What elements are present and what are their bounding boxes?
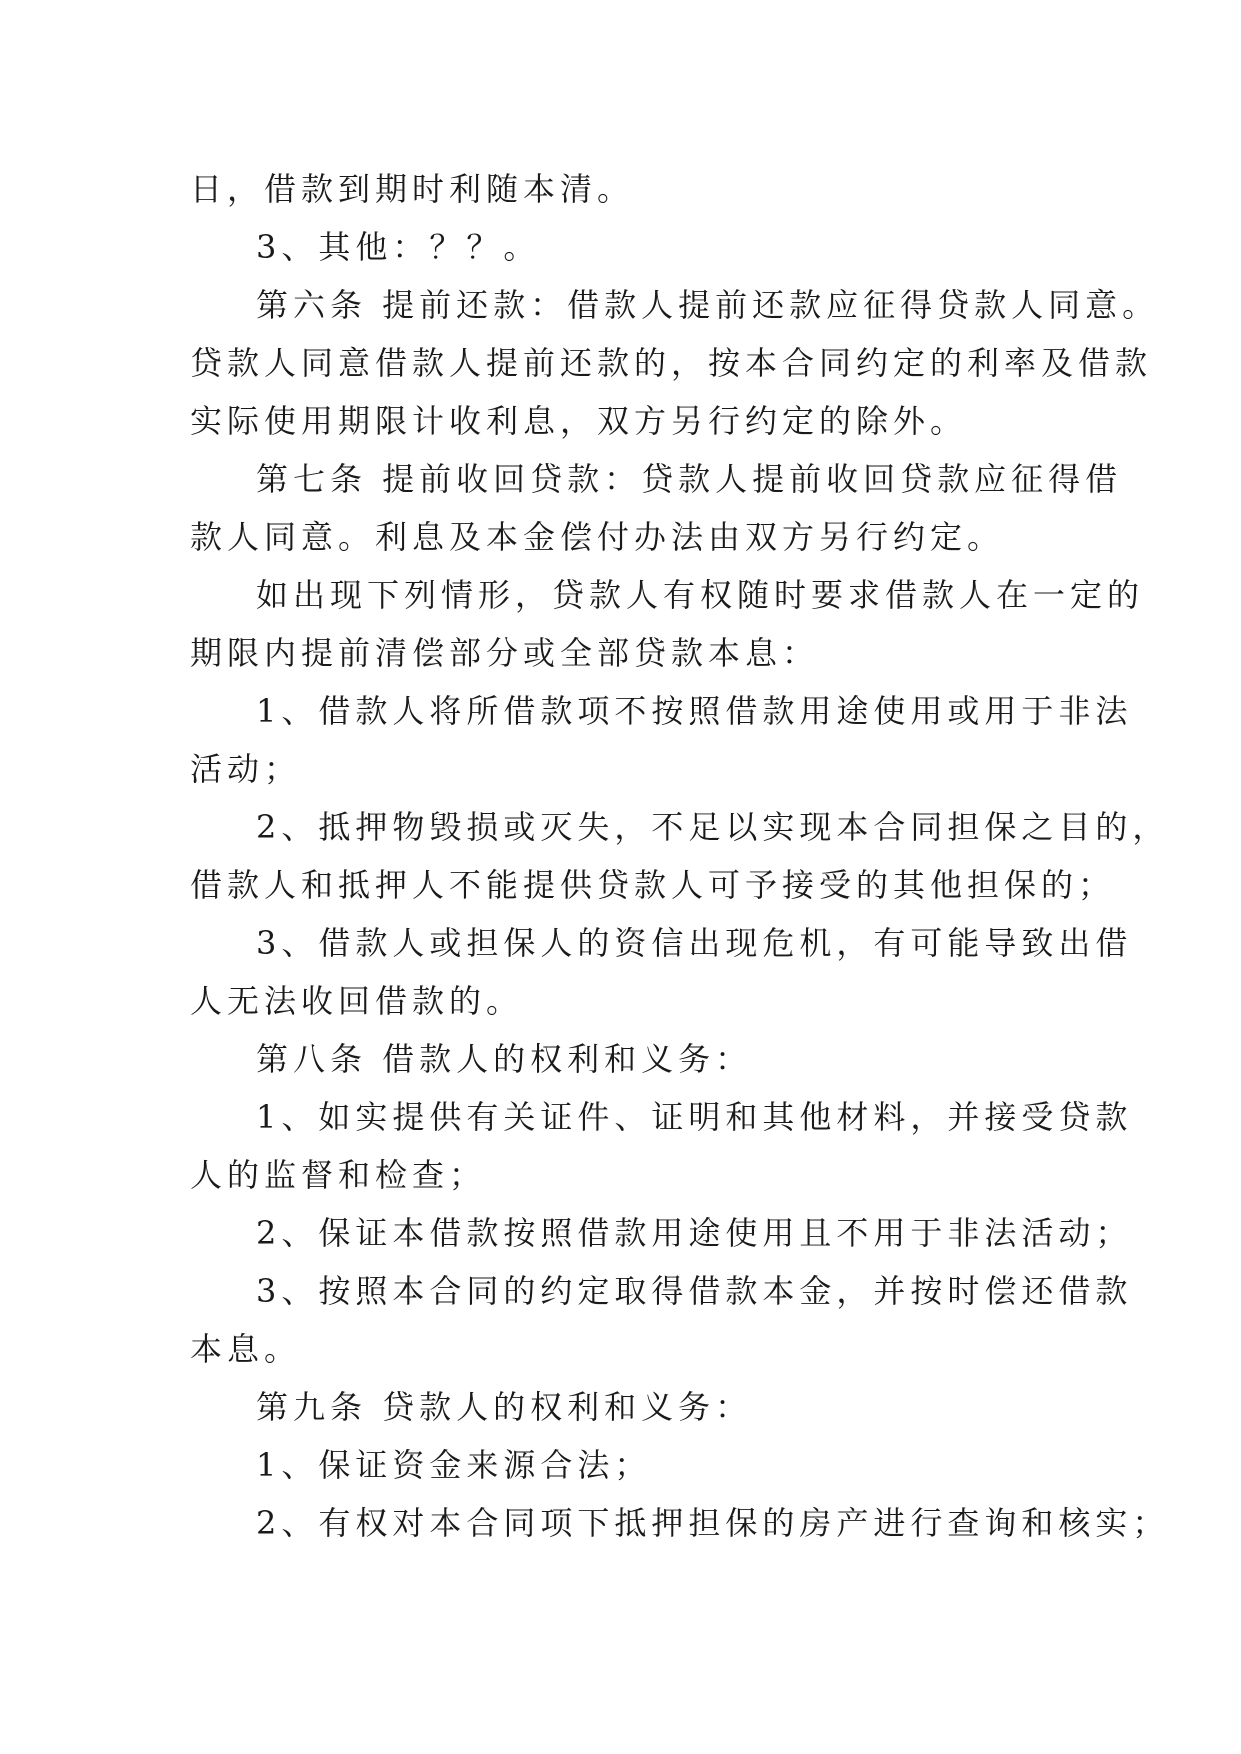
text-line: 活动； [190,750,302,788]
text-line: 人的监督和检查； [190,1156,487,1194]
text-line: 第八条 借款人的权利和义务： [256,1040,753,1078]
text-line: 3、其他：？？。 [256,228,541,266]
text-line: 3、借款人或担保人的资信出现危机，有可能导致出借 [256,924,1133,962]
text-line: 人无法收回借款的。 [190,982,524,1020]
text-line: 第九条 贷款人的权利和义务： [256,1388,753,1426]
text-line: 1、如实提供有关证件、证明和其他材料，并接受贷款 [256,1098,1133,1136]
text-line: 2、有权对本合同项下抵押担保的房产进行查询和核实； [256,1504,1170,1542]
text-line: 款人同意。利息及本金偿付办法由双方另行约定。 [190,518,1005,556]
text-line: 借款人和抵押人不能提供贷款人可予接受的其他担保的； [190,866,1116,904]
text-line: 实际使用期限计收利息，双方另行约定的除外。 [190,402,968,440]
text-line: 贷款人同意借款人提前还款的，按本合同约定的利率及借款 [190,344,1153,382]
text-line: 第六条 提前还款：借款人提前还款应征得贷款人同意。 [256,286,1160,324]
text-line: 3、按照本合同的约定取得借款本金，并按时偿还借款 [256,1272,1133,1310]
text-line: 期限内提前清偿部分或全部贷款本息： [190,634,820,672]
text-line: 1、借款人将所借款项不按照借款用途使用或用于非法 [256,692,1133,730]
document-body [190,160,1170,1552]
text-line: 2、抵押物毁损或灭失，不足以实现本合同担保之目的， [256,808,1170,846]
text-line: 本息。 [190,1330,302,1368]
text-line: 2、保证本借款按照借款用途使用且不用于非法活动； [256,1214,1133,1252]
text-line: 日，借款到期时利随本清。 [190,170,635,208]
text-line: 1、保证资金来源合法； [256,1446,652,1484]
text-line: 第七条 提前收回贷款：贷款人提前收回贷款应征得借 [256,460,1123,498]
text-line: 如出现下列情形，贷款人有权随时要求借款人在一定的 [256,576,1145,614]
